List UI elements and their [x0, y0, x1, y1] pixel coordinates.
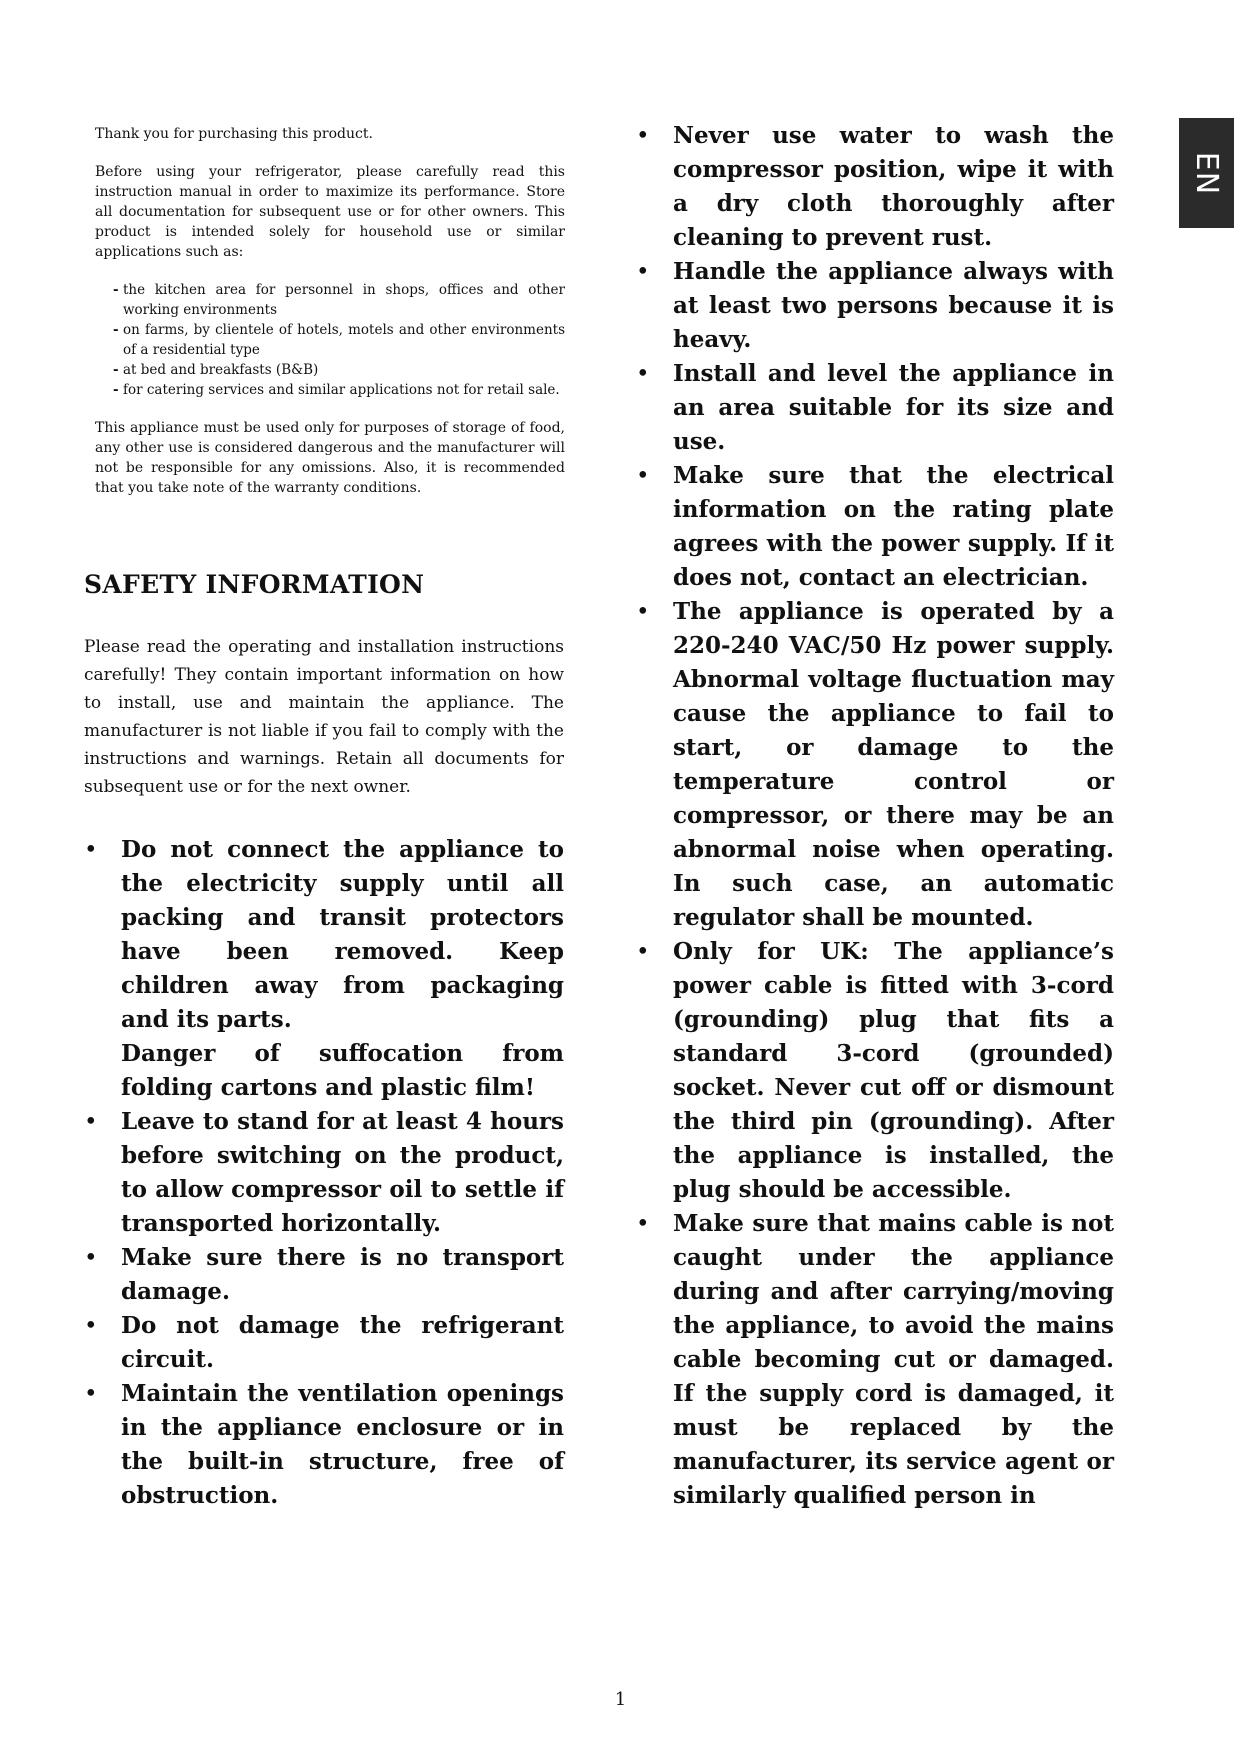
list-item: • Maintain the ventilation openings in the appliance enclosure or in the built-in structure, free of obstruction.	[84, 1377, 564, 1513]
list-item: • Handle the appliance always with at least two persons because it is heavy.	[636, 255, 1114, 357]
intro-section	[95, 124, 565, 498]
section-title: SAFETY INFORMATION	[84, 570, 425, 599]
list-item: • Only for UK: The appliance’s power cable is fitted with 3-cord (grounding) plug that fits a standard 3-cord (grounded) socket. Never cut off or dismount the third pin (grounding). After the appliance is installed, the plug should be accessible.	[636, 935, 1114, 1207]
list-item: • Never use water to wash the compressor position, wipe it with a dry cloth thoroughly after cleaning to prevent rust.	[636, 119, 1114, 255]
language-label: EN	[1189, 151, 1224, 195]
list-item: - for catering services and similar applications not for retail sale.	[115, 380, 565, 400]
language-tab	[1179, 118, 1234, 228]
safety-bullets-right	[636, 119, 1114, 1513]
safety-bullets-left	[84, 833, 564, 1513]
list-item: • Make sure there is no transport damage.	[84, 1241, 564, 1309]
list-item: • The appliance is operated by a 220-240 VAC/50 Hz power supply. Abnormal voltage fluctuation may cause the appliance to fail to start, or damage to the temperature control or compressor, or there may be an abnormal noise when operating. In such case, an automatic regulator shall be mounted.	[636, 595, 1114, 935]
list-item: • Leave to stand for at least 4 hours before switching on the product, to allow compressor oil to settle if transported horizontally.	[84, 1105, 564, 1241]
safety-intro-text: Please read the operating and installation instructions carefully! They contain important information on how to install, use and maintain the appliance. The manufacturer is not liable if you fail to comply with the instructions and warnings. Retain all documents for subsequent use or for the next owner.	[84, 637, 564, 797]
right-column	[636, 119, 1114, 1513]
usage-text: This appliance must be used only for purposes of storage of food, any other use is considered dangerous and the manufacturer will not be responsible for any omissions. Also, it is recommended that you take note of the warranty conditions.	[95, 420, 565, 496]
list-item: - at bed and breakfasts (B&B)	[115, 360, 565, 380]
list-item: • Install and level the appliance in an area suitable for its size and use.	[636, 357, 1114, 459]
list-item: • Make sure that the electrical information on the rating plate agrees with the power supply. If it does not, contact an electrician.	[636, 459, 1114, 595]
list-item: - on farms, by clientele of hotels, motels and other environments of a residential type	[115, 320, 565, 360]
list-item: • Make sure that mains cable is not caught under the appliance during and after carrying/moving the appliance, to avoid the mains cable becoming cut or damaged. If the supply cord is damaged, it must be replaced by the manufacturer, its service agent or similarly qualified person in	[636, 1207, 1114, 1513]
list-item	[84, 833, 564, 1105]
before-using-text: Before using your refrigerator, please carefully read this instruction manual in order to maximize its performance. Store all documentation for subsequent use or for other owners. This product is intended solely for household use or similar applications such as:	[95, 164, 565, 260]
left-column	[84, 124, 564, 1513]
page-number: 1	[614, 1689, 627, 1710]
bullet-text: • Do not connect the appliance to the electricity supply until all packing and transit protectors have been removed. Keep children away from packaging and its parts.	[121, 836, 564, 1033]
applications-list	[95, 280, 565, 400]
list-item: - the kitchen area for personnel in shops, offices and other working environments	[115, 280, 565, 320]
danger-note: Danger of suffocation from folding cartons and plastic film!	[121, 1040, 564, 1101]
thanks-text: Thank you for purchasing this product.	[95, 126, 373, 142]
list-item: • Do not damage the refrigerant circuit.	[84, 1309, 564, 1377]
